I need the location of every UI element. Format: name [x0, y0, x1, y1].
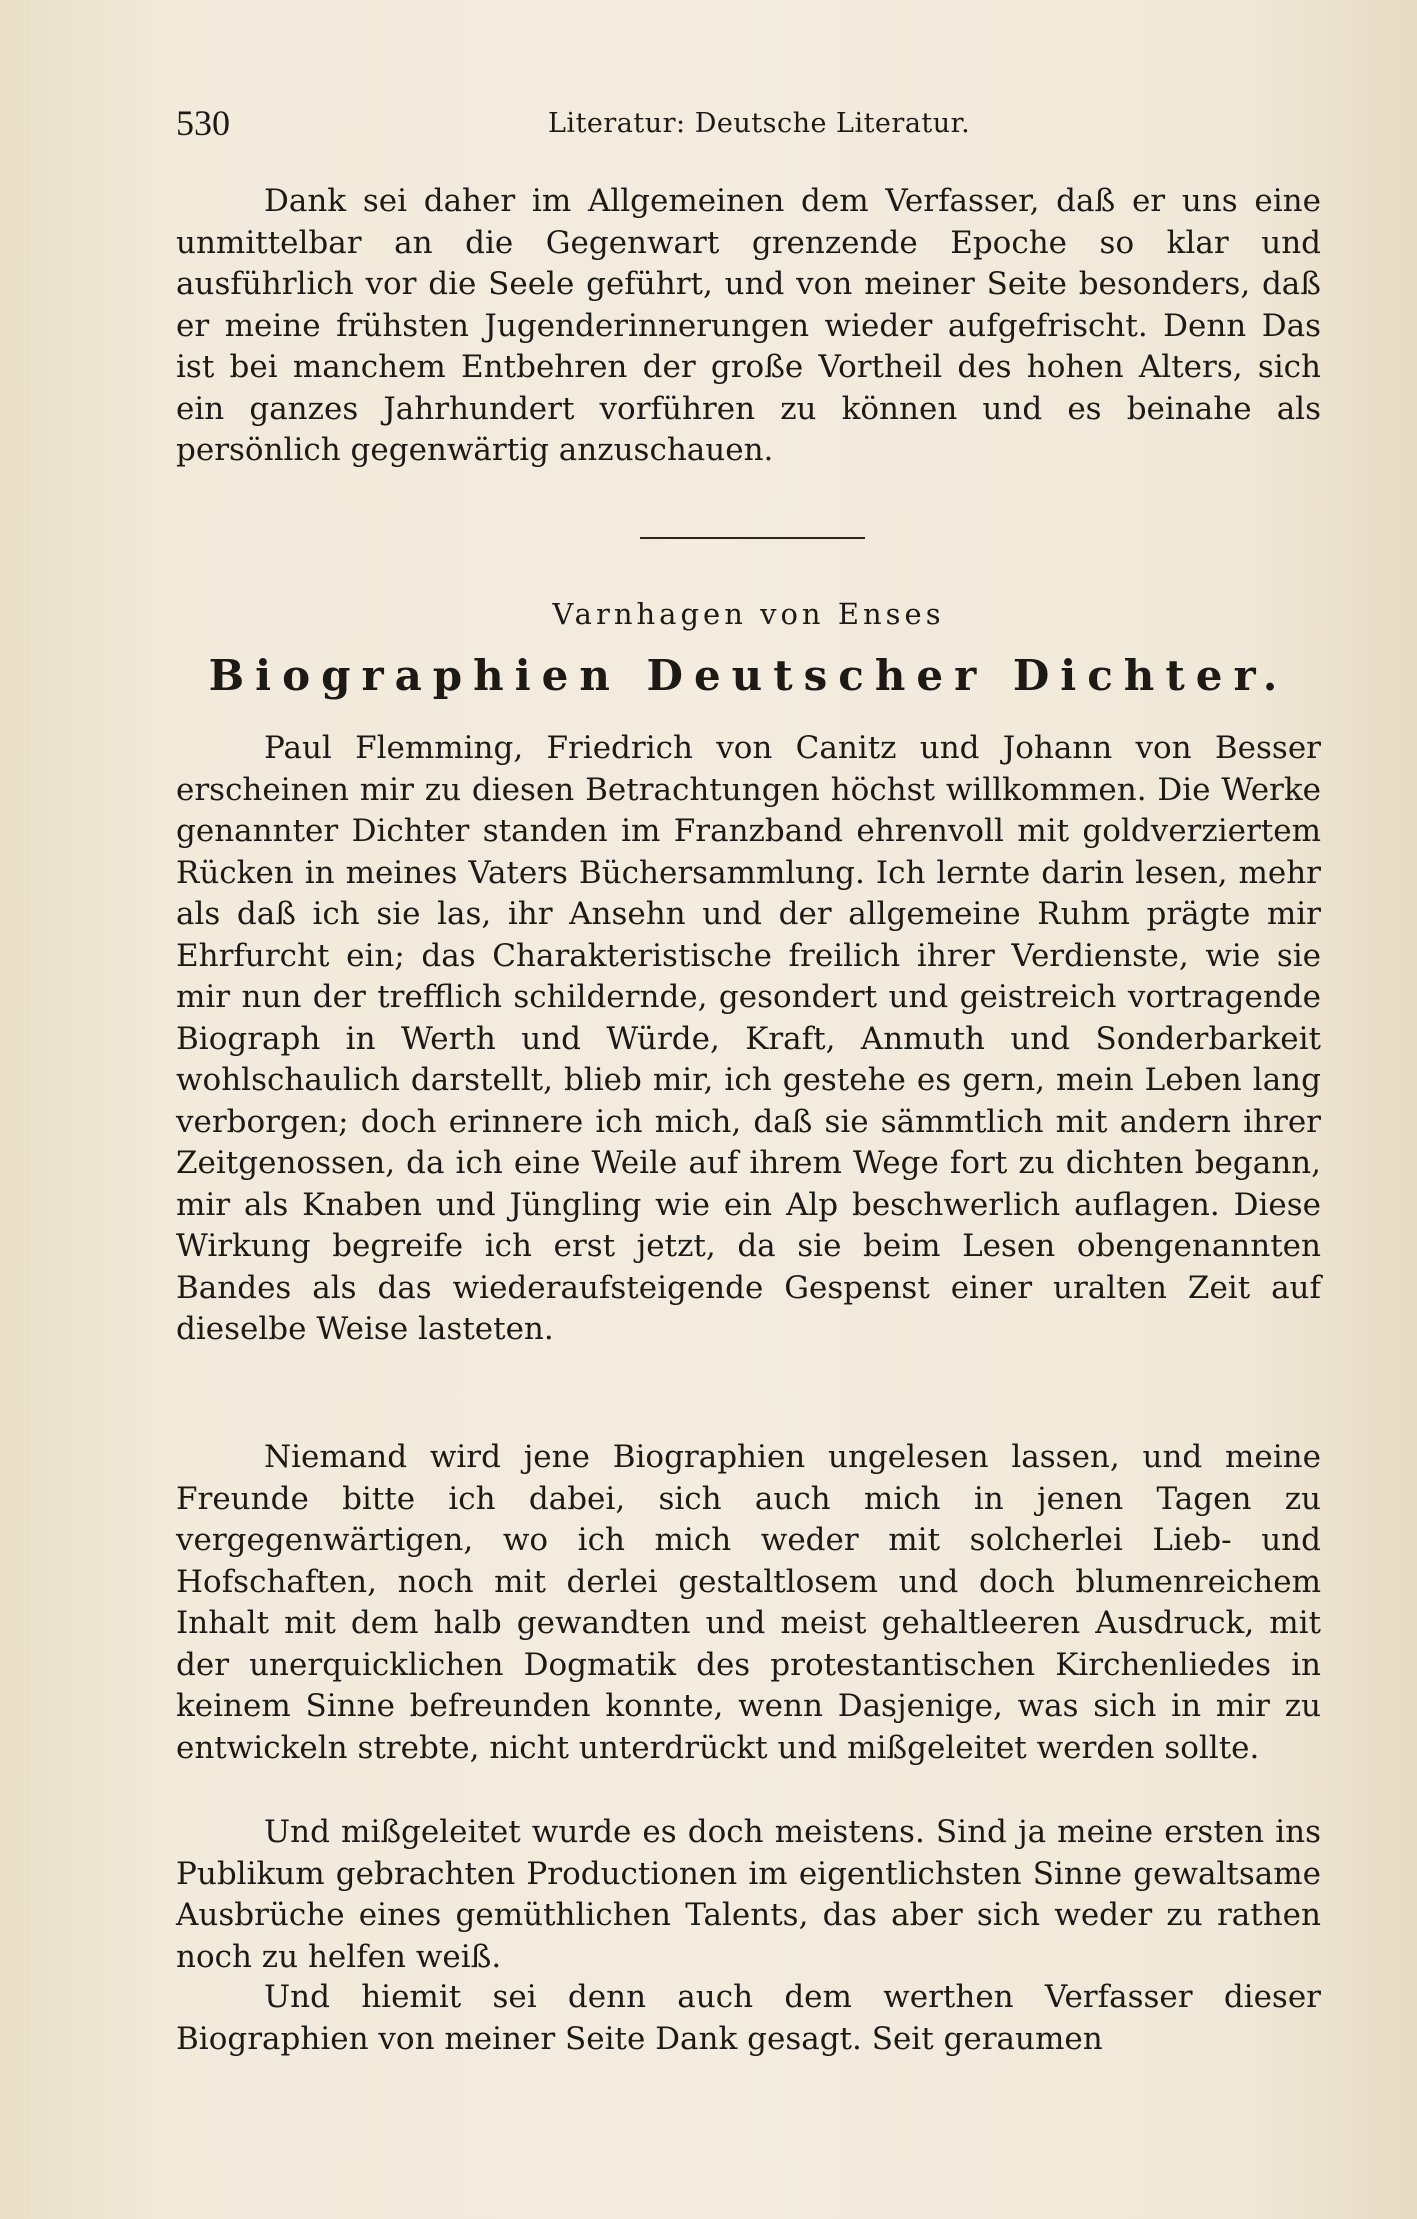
- paragraph-5: Und hiemit sei denn auch dem werthen Verfasser dieser Biographien von meiner Seite Dank gesagt. Seit geraumen: [176, 1979, 1321, 2057]
- paragraph-4: Und mißgeleitet wurde es doch meistens. Sind ja meine ersten ins Publikum gebrachten Productionen im eigentlichsten Sinne gewaltsame Ausbrüche eines gemüthlichen Talents, das aber sich weder zu rathen noch zu helfen weiß.: [176, 1814, 1321, 1975]
- paragraph-1: Dank sei daher im Allgemeinen dem Verfasser, daß er uns eine unmittelbar an die Gegenwart grenzende Epoche so klar und ausführlich vor die Seele geführt, und von meiner Seite besonders, daß er meine frühsten Jugenderinnerungen wieder aufgefrischt. Denn Das ist bei manchem Entbehren der große Vortheil des hohen Alters, sich ein ganzes Jahrhundert vorführen zu können und es beinahe als persönlich gegenwärtig anzuschauen.: [176, 183, 1321, 468]
- paragraph-3: Niemand wird jene Biographien ungelesen lassen, und meine Freunde bitte ich dabei, sich auch mich in jenen Tagen zu vergegenwärtigen, wo ich mich weder mit solcherlei Lieb- und Hofschaften, noch mit derlei gestaltlosem und doch blumenreichem Inhalt mit dem halb gewandten und meist gehaltleeren Ausdruck, mit der unerquicklichen Dogmatik des protestantischen Kirchenliedes in keinem Sinne befreunden konnte, wenn Dasjenige, was sich in mir zu entwickeln strebte, nicht unterdrückt und mißgeleitet werden sollte.: [176, 1439, 1321, 1766]
- section-subheading: Varnhagen von Enses: [552, 597, 945, 631]
- section-title: Biographien Deutscher Dichter.: [208, 651, 1289, 700]
- section-divider: [640, 537, 865, 539]
- page-header: [176, 103, 1321, 147]
- paragraph-2: Paul Flemming, Friedrich von Canitz und Johann von Besser erscheinen mir zu diesen Betrachtungen höchst willkommen. Die Werke genannter Dichter standen im Franzband ehrenvoll mit goldverziertem Rücken in meines Vaters Büchersammlung. Ich lernte darin lesen, mehr als daß ich sie las, ihr Ansehn und der allgemeine Ruhm prägte mir Ehrfurcht ein; das Charakteristische freilich ihrer Verdienste, wie sie mir nun der trefflich schildernde, gesondert und geistreich vortragende Biograph in Werth und Würde, Kraft, Anmuth und Sonderbarkeit wohlschaulich darstellt, blieb mir, ich gestehe es gern, mein Leben lang verborgen; doch erinnere ich mich, daß sie sämmtlich mit andern ihrer Zeitgenossen, da ich eine Weile auf ihrem Wege fort zu dichten begann, mir als Knaben und Jüngling wie ein Alp beschwerlich auflagen. Diese Wirkung begreife ich erst jetzt, da sie beim Lesen obengenannten Bandes als das wiederaufsteigende Gespenst einer uralten Zeit auf dieselbe Weise lasteten.: [176, 730, 1321, 1347]
- page-number: 530: [176, 103, 230, 143]
- running-head: Literatur: Deutsche Literatur.: [548, 108, 971, 139]
